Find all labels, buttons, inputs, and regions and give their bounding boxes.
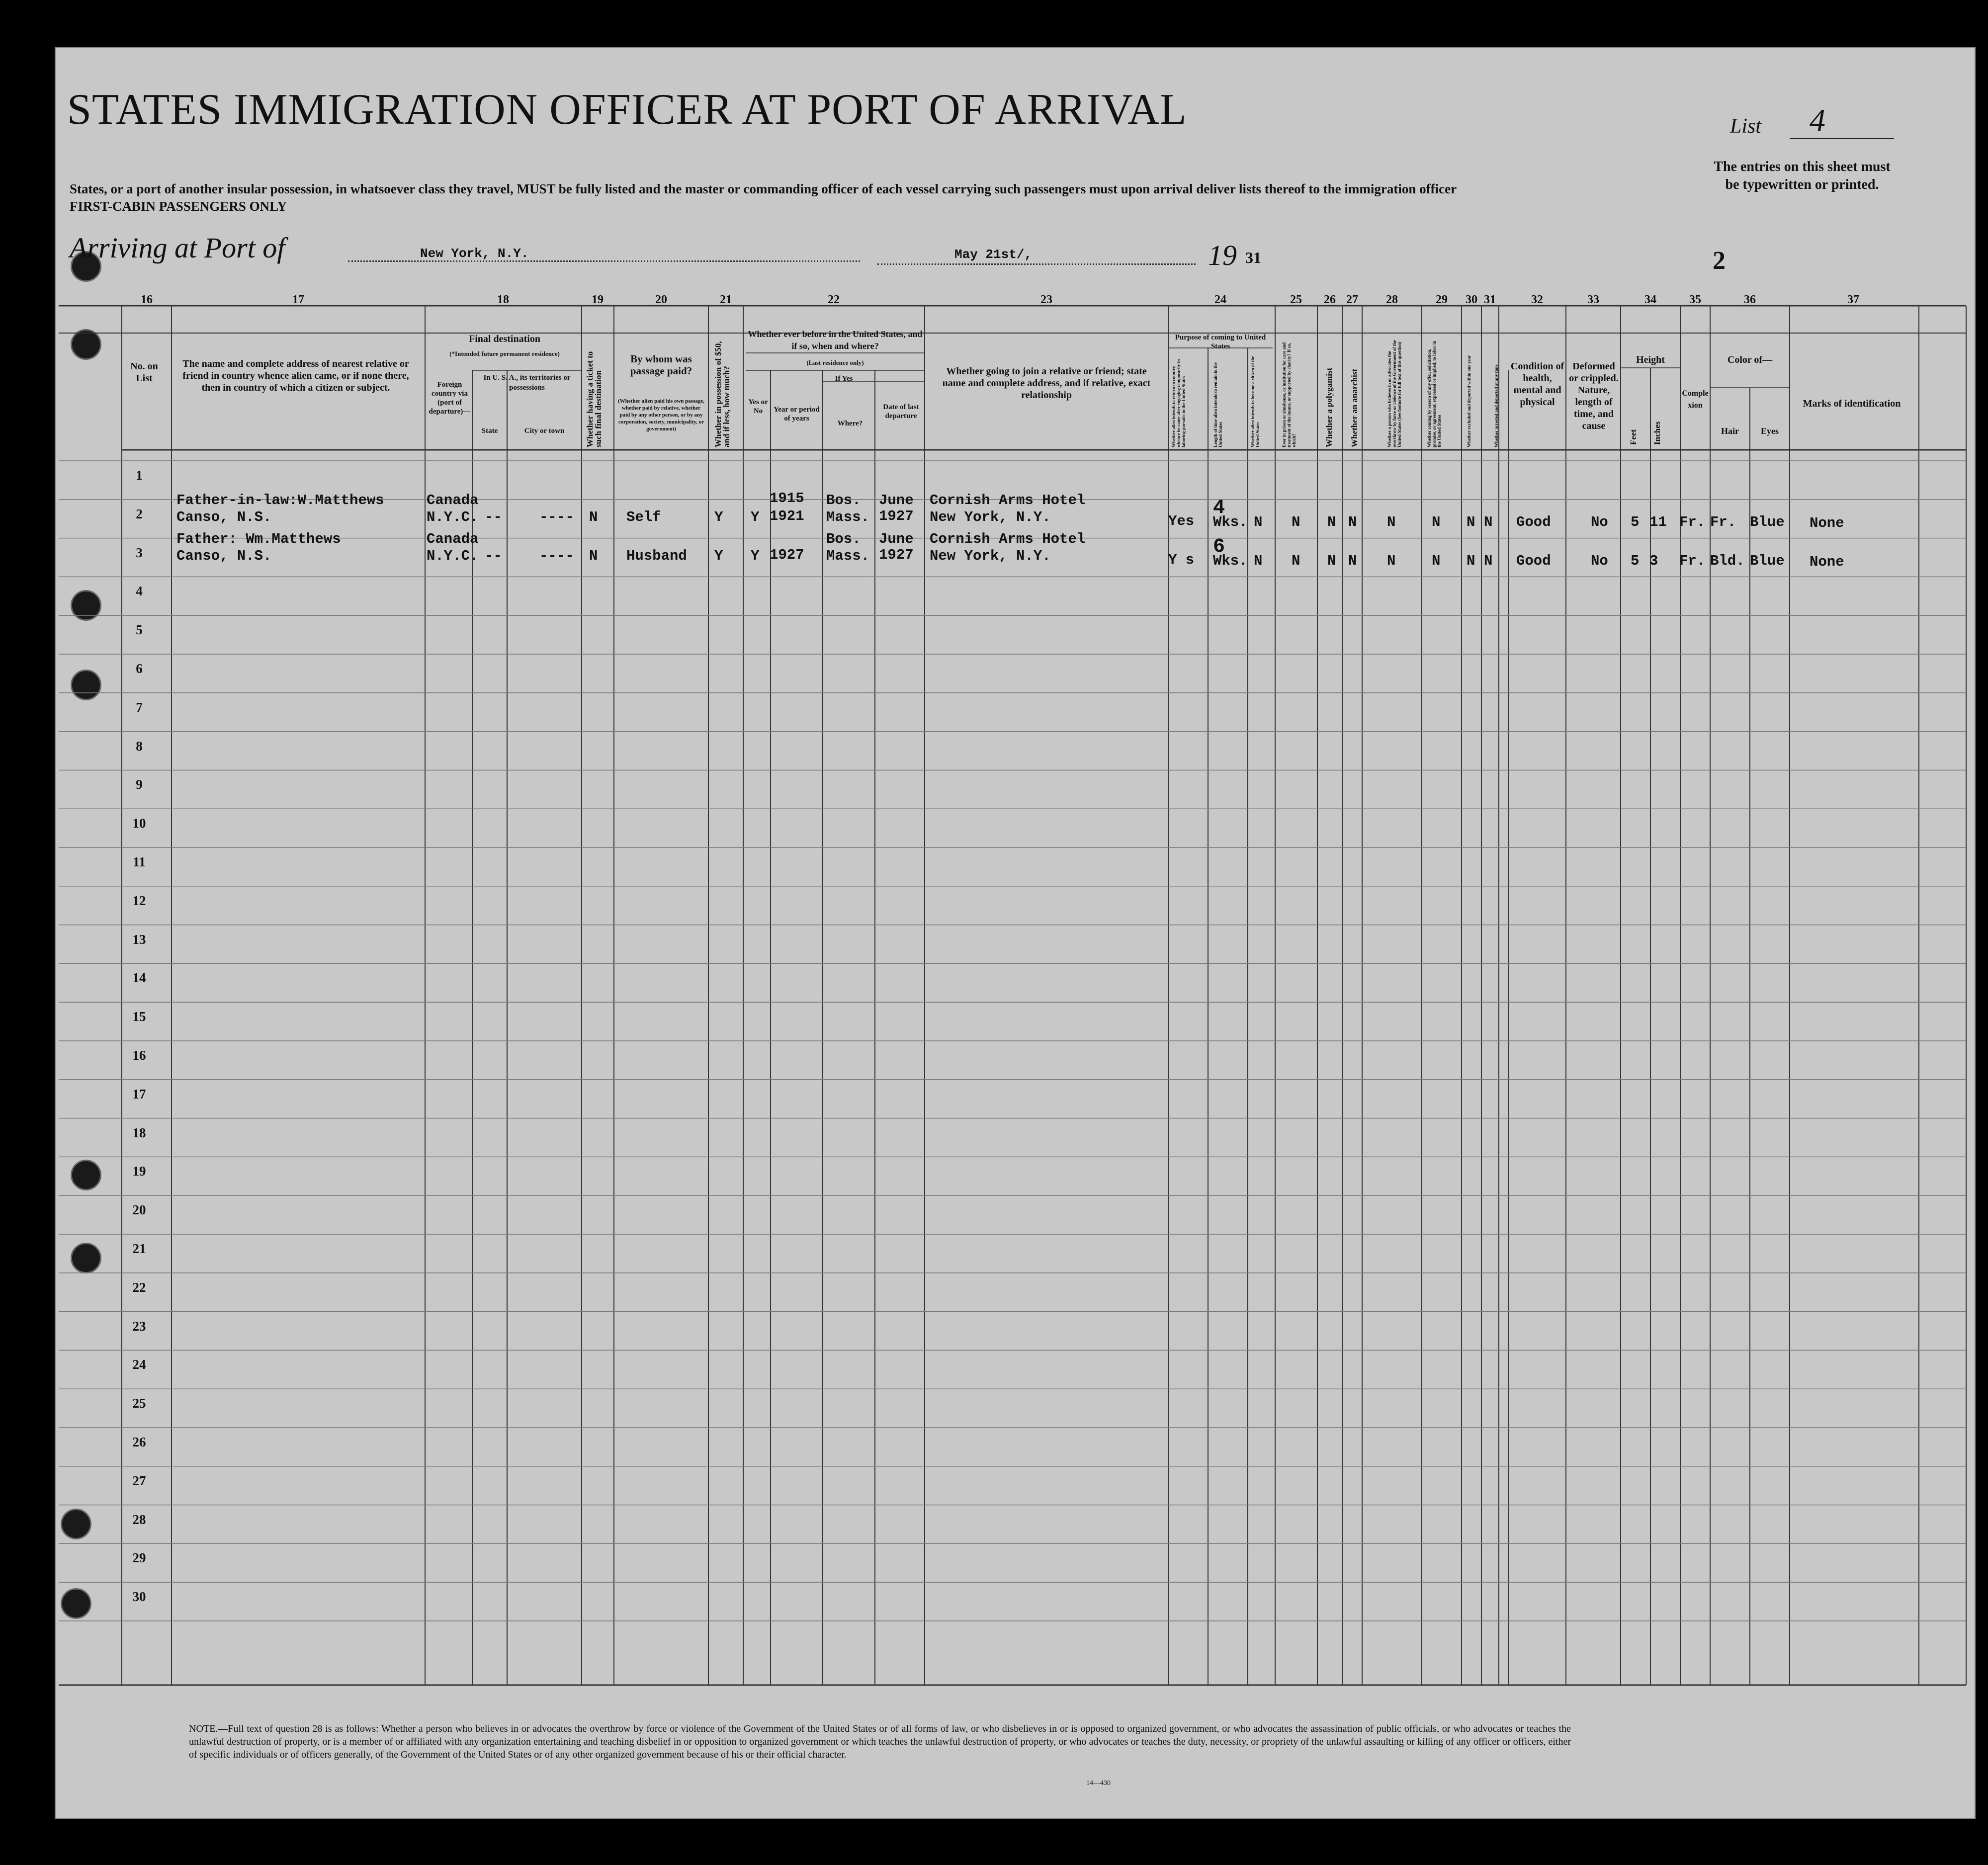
row-number: 7 (136, 699, 143, 715)
column-number: 18 (497, 293, 509, 306)
row-number: 27 (132, 1473, 146, 1488)
length-of-stay: Wks. (1213, 514, 1248, 530)
header-foreign-country: Foreign country via (port of departure)— (429, 381, 471, 416)
row-number: 19 (132, 1164, 146, 1179)
header-final-destination: Final destination (469, 334, 540, 344)
date-value: May 21st/, (954, 247, 1033, 262)
header-polygamist: Whether a polygamist (1324, 367, 1334, 447)
header-where: Where? (837, 420, 863, 427)
header-no-on-list: No. on List (130, 361, 158, 384)
header-fifty-dollars: Whether in possession of $50, and if less, how much? (713, 341, 731, 447)
header-length: Length of time alien intends to remain in the United States (1213, 362, 1223, 447)
health-value: Good (1516, 514, 1551, 530)
state-value: -- (485, 548, 502, 564)
header-health: Condition of health, mental and physical (1510, 361, 1564, 408)
row-number: 16 (132, 1048, 146, 1063)
where-visited-2: Mass. (826, 548, 870, 564)
year-prefix: 19 (1208, 239, 1237, 271)
citizen-intent: N (1254, 514, 1263, 530)
via-port: N.Y.C. (427, 548, 479, 564)
header-date-departure: Date of last departure (883, 403, 919, 420)
header-passage-paid: By whom was passage paid? (630, 353, 692, 377)
header-complexion: Complexion (1682, 389, 1709, 410)
citizen-intent: N (1254, 553, 1263, 569)
header-ever-before-sub: (Last residence only) (806, 359, 864, 366)
identification-marks: None (1810, 554, 1844, 570)
height-feet: 5 (1631, 553, 1640, 569)
row-number: 9 (136, 777, 143, 792)
header-color: Color of— (1727, 354, 1773, 365)
anarchist-value: N (1348, 553, 1357, 569)
row-number: 22 (132, 1279, 146, 1295)
departure-year: 1927 (879, 508, 914, 524)
year-visited-1: 1915 (770, 490, 804, 507)
row-number: 30 (132, 1589, 146, 1605)
relative-address: Canso, N.S. (176, 509, 272, 525)
column-number: 31 (1484, 293, 1496, 306)
column-number: 21 (720, 293, 732, 306)
header-excluded: Whether excluded and deported within one year (1467, 355, 1471, 447)
header-prison: Ever in prison or almshouse, or institution for care and treatment of the insane, or supported by charity? If so, which? (1282, 342, 1297, 447)
form-subtitle: States, or a port of another insular possession, in whatsoever class they travel, MUST be fully listed and the master or commanding officer of each vessel carrying such passengers must upon arrival deliver lists thereof to the immigration officer (70, 181, 1457, 196)
passage-paid-by: Self (626, 509, 661, 525)
header-final-destination-sub: (*Intended future permanent residence) (449, 350, 560, 357)
header-year: Year or period of years (774, 406, 820, 423)
row-number: 17 (132, 1086, 146, 1102)
header-marks: Marks of identification (1803, 398, 1901, 409)
health-value: Good (1516, 553, 1551, 569)
header-usa: In U. S. A., its territories or possessions (483, 374, 571, 392)
column-number: 25 (1290, 293, 1302, 306)
city-value: ---- (539, 548, 574, 564)
header-question-29: Whether coming by reason of any offer, solicitation, promise, or agreement, expressed or implied, to labor in the United States (1427, 340, 1442, 447)
column-number: 27 (1346, 293, 1358, 306)
prison-value: N (1292, 553, 1300, 569)
column-number: 16 (141, 293, 153, 306)
row-number: 2 (136, 506, 143, 521)
prison-value: N (1292, 514, 1300, 530)
question-30-value: N (1467, 553, 1475, 569)
where-visited-2: Mass. (826, 509, 870, 525)
length-of-stay: Wks. (1213, 553, 1248, 569)
identification-marks: None (1810, 515, 1844, 531)
column-number: 30 (1466, 293, 1477, 306)
header-city: City or town (524, 427, 565, 435)
row-number: 25 (132, 1396, 146, 1411)
header-if-yes: If Yes— (835, 375, 861, 383)
row-number: 29 (132, 1550, 146, 1566)
row-number: 23 (132, 1318, 146, 1334)
row-number: 18 (132, 1125, 146, 1140)
port-value: New York, N.Y. (420, 246, 529, 261)
header-state: State (481, 427, 498, 435)
list-label: List (1730, 115, 1762, 138)
height-inches: 11 (1649, 514, 1667, 530)
header-arrested: Whether arrested and deported at any time (1494, 364, 1499, 447)
column-number: 29 (1436, 293, 1448, 306)
header-eyes: Eyes (1761, 426, 1779, 436)
eye-color: Blue (1750, 514, 1785, 530)
return-intent: Y s (1168, 552, 1195, 568)
polygamist-value: N (1327, 514, 1336, 530)
relative-name: Father-in-law:W.Matthews (176, 492, 384, 509)
row-number: 3 (136, 545, 143, 560)
row-number: 21 (132, 1241, 146, 1256)
column-number: 37 (1847, 293, 1859, 306)
foreign-country: Canada (427, 531, 479, 547)
eye-color: Blue (1750, 553, 1785, 569)
row-number: 13 (132, 932, 146, 947)
column-number: 26 (1324, 293, 1336, 306)
anarchist-value: N (1348, 514, 1357, 530)
deformed-value: No (1591, 514, 1608, 530)
where-visited-1: Bos. (826, 492, 861, 509)
via-port: N.Y.C. (427, 509, 479, 525)
height-feet: 5 (1631, 514, 1640, 530)
entries-note-line-2: be typewritten or printed. (1725, 177, 1879, 192)
foreign-country: Canada (427, 492, 479, 509)
question-29-value: N (1432, 514, 1441, 530)
header-question-28: Whether a person who believes in or advocates the overthrow by force or violence of the Government of the United States (See footnote for full text of this question) (1387, 340, 1402, 447)
row-number: 12 (132, 893, 146, 908)
footnote-question-28: NOTE.—Full text of question 28 is as follows: Whether a person who believes in or advocates the overthrow by force or violence of the Government of the United States or of all forms of law, or who disbelieves in or is opposed to organized government, or who advocates the assassination of public officials, or who advocates or teaches the unlawful destruction of property, or is a member of or affiliated with any organization entertaining and teaching disbelief in or opposition to organized government or which teaches the unlawful destruction of property, or who advocates or teaches the duty, necessity, or propriety of the unlawful assaulting or killing of any officer or officers, either of specific individuals or of officers generally, of the Government of the United States or of any other organized government because of his or their official character. (189, 1723, 1571, 1760)
joining-address-1: Cornish Arms Hotel (930, 531, 1086, 547)
been-before-value: Y (751, 548, 760, 564)
relative-address: Canso, N.S. (176, 548, 272, 564)
departure-month: June (879, 492, 914, 509)
fifty-dollars-value: Y (714, 548, 723, 564)
row-number: 26 (132, 1435, 146, 1449)
header-join-relative: Whether going to join a relative or friend; state name and complete address, and if relative, exact relationship (942, 366, 1151, 401)
column-number: 32 (1531, 293, 1543, 306)
header-ever-before: Whether ever before in the United States, and if so, when and where? (748, 329, 923, 351)
header-purpose: Purpose of coming to United States (1175, 334, 1266, 350)
city-value: ---- (539, 509, 574, 525)
header-return: Whether alien intends to return to country whence he came after engaging temporarily in laboring pursuits in the United States (1171, 359, 1186, 447)
header-height: Height (1636, 354, 1665, 365)
column-number: 28 (1386, 293, 1398, 306)
been-before-value: Y (751, 509, 760, 525)
question-29-value: N (1432, 553, 1441, 569)
row-number: 11 (133, 854, 146, 869)
year-visited-2: 1927 (770, 547, 804, 563)
hair-color: Fr. (1710, 514, 1736, 530)
complexion-value: Fr. (1679, 553, 1706, 569)
year-suffix: 31 (1245, 249, 1261, 266)
header-yes-no: Yes or No (748, 398, 768, 415)
joining-address-1: Cornish Arms Hotel (930, 492, 1086, 509)
state-value: -- (485, 509, 502, 525)
deformed-value: No (1591, 553, 1608, 569)
column-number: 22 (828, 293, 840, 306)
relative-name: Father: Wm.Matthews (176, 531, 341, 547)
complexion-value: Fr. (1679, 514, 1706, 530)
arriving-label: Arriving at Port of (70, 232, 285, 264)
row-number: 8 (136, 738, 143, 754)
sheet-number: 2 (1713, 247, 1726, 275)
header-nearest-relative: The name and complete address of nearest relative or friend in country whence alien came, or if none there, then in country of which a citizen or subject. (182, 358, 409, 393)
polygamist-value: N (1327, 553, 1336, 569)
question-31-value: N (1484, 553, 1493, 569)
departure-year: 1927 (879, 547, 914, 563)
column-number: 19 (592, 293, 604, 306)
row-number: 1 (136, 468, 143, 483)
column-number: 20 (655, 293, 667, 306)
year-visited-2: 1921 (770, 508, 804, 524)
row-number: 24 (132, 1357, 146, 1372)
row-number: 5 (136, 622, 143, 638)
row-number: 15 (132, 1009, 146, 1024)
height-inches: 3 (1649, 553, 1658, 569)
column-number: 35 (1689, 293, 1701, 306)
question-30-value: N (1467, 514, 1475, 530)
header-feet: Feet (1629, 429, 1638, 445)
column-number: 23 (1040, 293, 1052, 306)
column-number: 24 (1214, 293, 1226, 306)
header-anarchist: Whether an anarchist (1350, 368, 1359, 447)
question-28-value: N (1387, 514, 1396, 530)
header-inches: Inches (1652, 421, 1662, 445)
question-28-value: N (1387, 553, 1396, 569)
form-number: 14—430 (1086, 1780, 1111, 1787)
joining-address-2: New York, N.Y. (930, 548, 1051, 564)
entries-note-line-1: The entries on this sheet must (1714, 159, 1891, 174)
row-number: 6 (136, 661, 143, 676)
header-ticket: Whether having a ticket to such final destination (585, 351, 603, 447)
column-number: 33 (1587, 293, 1599, 306)
passage-paid-by: Husband (626, 548, 687, 564)
row-number: 10 (132, 816, 146, 831)
length-handwritten: 4 (1213, 497, 1225, 519)
column-number: 36 (1744, 293, 1756, 306)
hair-color: Bld. (1710, 553, 1745, 569)
return-intent: Yes (1168, 513, 1195, 529)
ticket-value: N (589, 509, 598, 525)
list-number: 4 (1810, 102, 1825, 138)
ticket-value: N (589, 548, 598, 564)
row-number: 20 (132, 1202, 146, 1218)
question-31-value: N (1484, 514, 1493, 530)
column-number: 17 (292, 293, 304, 306)
row-number: 14 (132, 970, 146, 986)
header-deformed: Deformed or crippled. Nature, length of time, and cause (1569, 361, 1619, 431)
column-number: 34 (1644, 293, 1656, 306)
class-line: FIRST-CABIN PASSENGERS ONLY (70, 199, 287, 214)
header-citizen: Whether alien intends to become a citizen of the United States (1250, 356, 1260, 447)
form-title: STATES IMMIGRATION OFFICER AT PORT OF ARRIVAL (67, 85, 1187, 134)
header-passage-paid-sub: (Whether alien paid his own passage, whether paid by relative, whether paid by any other person, or by any corporation, society, municipality, or government) (618, 398, 704, 432)
length-handwritten: 6 (1213, 536, 1225, 558)
fifty-dollars-value: Y (714, 509, 723, 525)
header-hair: Hair (1721, 426, 1739, 436)
row-number: 28 (132, 1512, 146, 1527)
where-visited-1: Bos. (826, 531, 861, 547)
row-number: 4 (136, 584, 143, 599)
joining-address-2: New York, N.Y. (930, 509, 1051, 525)
departure-month: June (879, 531, 914, 547)
